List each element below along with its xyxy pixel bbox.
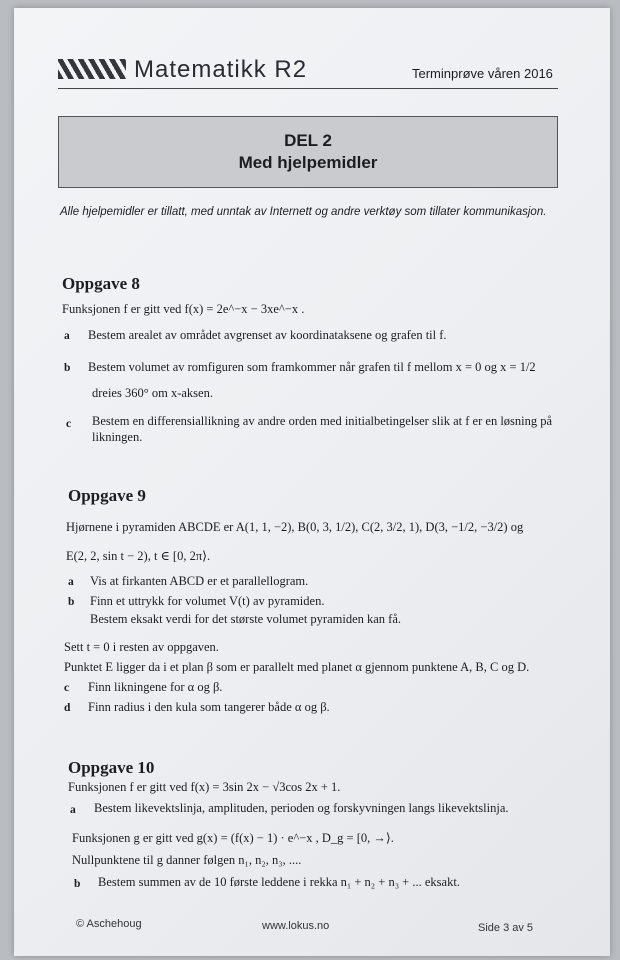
task10-zeros: Nullpunktene til g danner følgen n₁, n₂, n₃, .... bbox=[72, 853, 302, 867]
task9-c: Finn likningene for α og β. bbox=[88, 680, 223, 694]
header-rule bbox=[58, 88, 558, 89]
task8-b1: Bestem volumet av romfiguren som framkommer når grafen til f mellom x = 0 og x = 1/2 bbox=[88, 360, 536, 374]
footer-page-number: Side 3 av 5 bbox=[478, 922, 534, 934]
logo-mark-icon bbox=[58, 59, 126, 79]
task10-label-a: a bbox=[70, 804, 76, 816]
part-title: DEL 2 bbox=[284, 131, 332, 150]
task8-label-b: b bbox=[64, 362, 71, 374]
task8-c2: likningen. bbox=[92, 430, 143, 444]
task10-a: Bestem likevektslinja, amplituden, perioden og forskyvningen langs likevektslinja. bbox=[94, 801, 509, 815]
task9-heading: Oppgave 9 bbox=[68, 486, 146, 505]
logo bbox=[58, 56, 307, 84]
task9-set: Sett t = 0 i resten av oppgaven. bbox=[64, 640, 219, 654]
task9-label-d: d bbox=[64, 702, 71, 714]
task8-label-a: a bbox=[64, 330, 70, 342]
task10-b: Bestem summen av de 10 første leddene i rekka n₁ + n₂ + n₃ + ... eksakt. bbox=[98, 875, 460, 889]
task9-plane: Punktet E ligger da i et plan β som er parallelt med planet α gjennom punktene A, B, C og D. bbox=[64, 660, 530, 674]
task10-label-b: b bbox=[74, 878, 81, 890]
intro-text: Alle hjelpemidler er tillatt, med unntak av Internett og andre verktøy som tillater kommunikasjon. bbox=[60, 206, 547, 218]
part-box bbox=[58, 116, 558, 188]
footer-url: www.lokus.no bbox=[262, 920, 330, 932]
task10-g: Funksjonen g er gitt ved g(x) = (f(x) − 1) · e^−x , D_g = [0, →⟩. bbox=[72, 831, 394, 845]
task8-a: Bestem arealet av området avgrenset av koordinataksene og grafen til f. bbox=[88, 328, 447, 342]
task9-label-c: c bbox=[64, 682, 70, 694]
task9-b2: Bestem eksakt verdi for det største volumet pyramiden kan få. bbox=[90, 612, 402, 626]
task9-stem1: Hjørnene i pyramiden ABCDE er A(1, 1, −2), B(0, 3, 1/2), C(2, 3/2, 1), D(3, −1/2, −3/2) og bbox=[66, 520, 524, 534]
task10-heading: Oppgave 10 bbox=[68, 758, 155, 777]
task8-c1: Bestem en differensiallikning av andre orden med initialbetingelser slik at f er en løsning på bbox=[92, 414, 553, 428]
task10-stem: Funksjonen f er gitt ved f(x) = 3sin 2x − √3cos 2x + 1. bbox=[68, 780, 341, 794]
task9-b1: Finn et uttrykk for volumet V(t) av pyramiden. bbox=[90, 594, 325, 608]
part-subtitle: Med hjelpemidler bbox=[238, 153, 378, 172]
term-label: Terminprøve våren 2016 bbox=[412, 66, 553, 81]
task9-label-a: a bbox=[68, 576, 74, 588]
task9-a: Vis at firkanten ABCD er et parallellogram. bbox=[90, 574, 309, 588]
task9-stem2: E(2, 2, sin t − 2), t ∈ [0, 2π⟩. bbox=[66, 549, 211, 563]
task8-heading: Oppgave 8 bbox=[62, 274, 140, 293]
task8-b2: dreies 360° om x-aksen. bbox=[92, 386, 213, 400]
footer-publisher: © Aschehoug bbox=[76, 918, 142, 930]
task8-label-c: c bbox=[66, 418, 72, 430]
task8-stem: Funksjonen f er gitt ved f(x) = 2e^−x − 3xe^−x . bbox=[62, 302, 305, 316]
task9-label-b: b bbox=[68, 596, 75, 608]
logo-title: Matematikk R2 bbox=[134, 56, 308, 83]
task9-d: Finn radius i den kula som tangerer både α og β. bbox=[88, 700, 330, 714]
